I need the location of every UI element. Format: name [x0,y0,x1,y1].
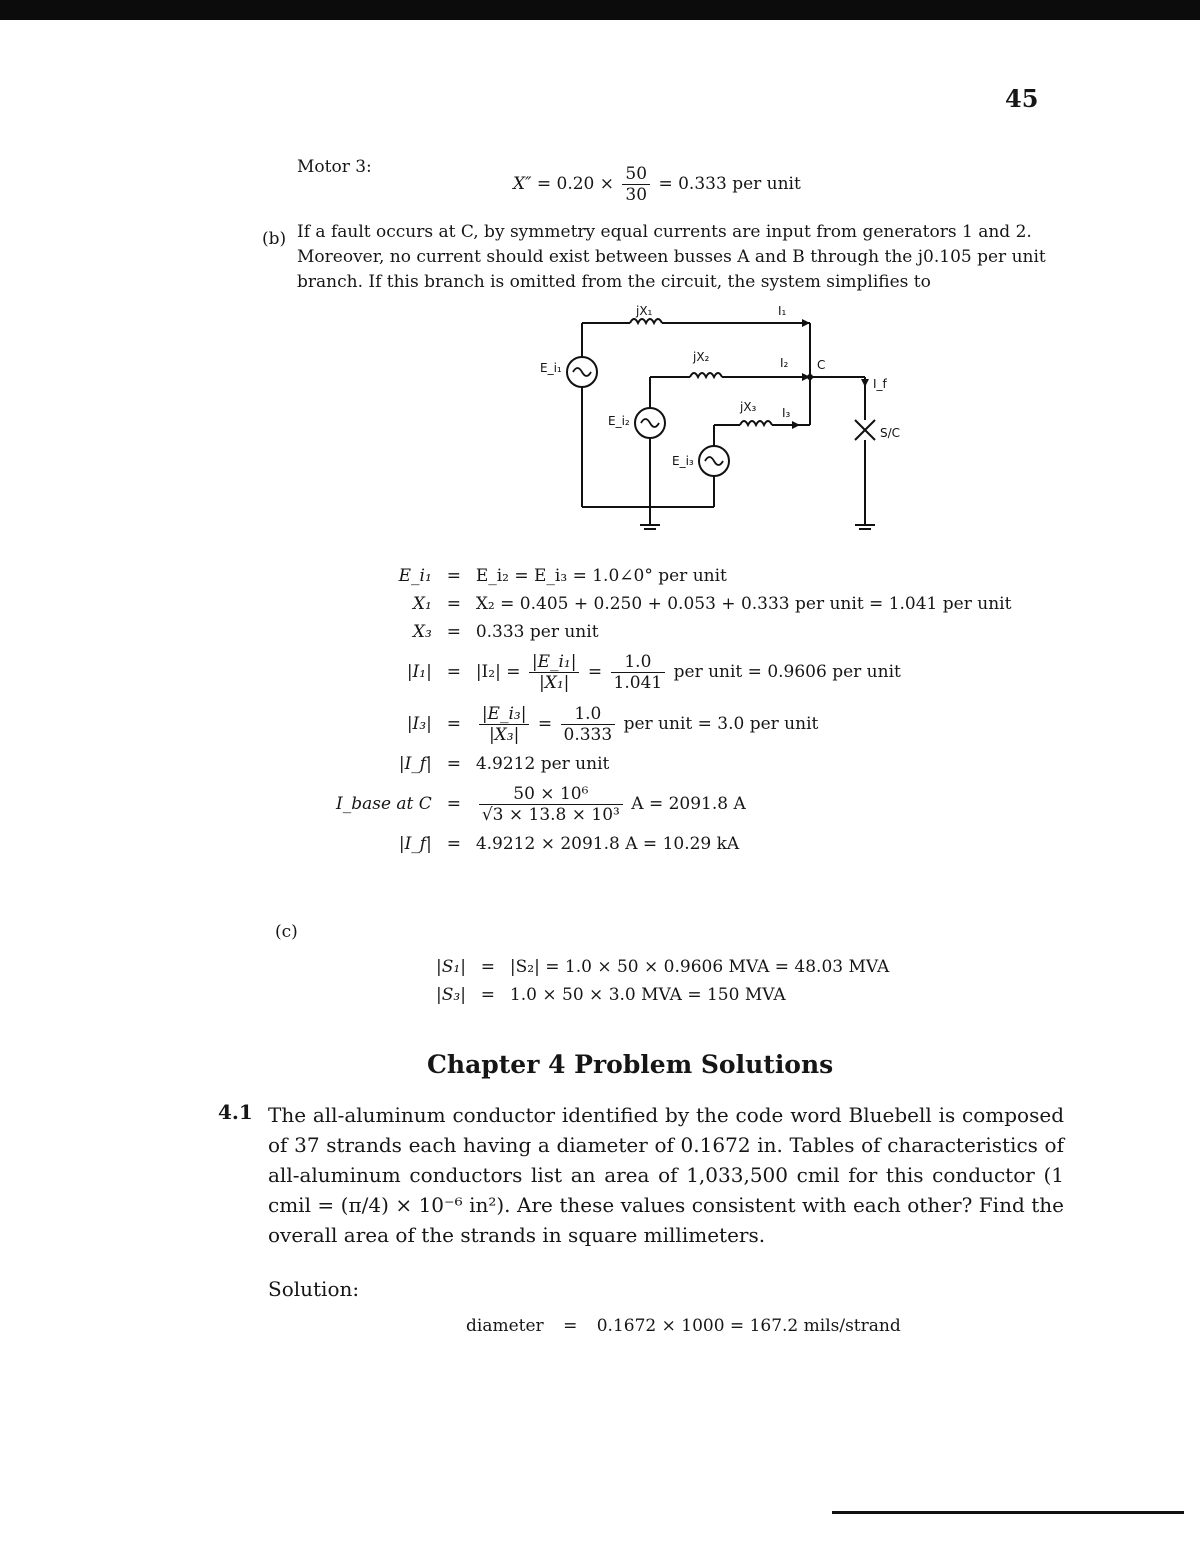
fraction-den: 1.041 [613,672,663,693]
eq-row [330,750,1017,778]
eq-rhs: 1.0 × 50 × 3.0 MVA = 150 MVA [509,985,786,1005]
fraction-num: 1.0 [561,704,616,725]
fraction-e-over-x3 [479,704,530,745]
eq-rhs: X₂ = 0.405 + 0.250 + 0.053 + 0.333 per unit = 1.041 per unit [475,594,1012,614]
eq-rhs: 0.333 per unit [475,622,599,642]
motor3-label: Motor 3: [297,157,372,177]
i1-result: per unit = 0.9606 per unit [673,661,901,682]
solution-eq: = [563,1316,578,1336]
eq-rhs [470,698,1018,750]
fraction-base-current [479,784,623,825]
part-c-equations [430,953,895,1009]
eq-row [430,953,895,981]
label-i3: I₃ [782,406,791,420]
eq-row [330,778,1017,830]
label-i1: I₁ [778,304,787,318]
eq-op: = [446,794,461,814]
part-b-marker: (b) [262,229,287,249]
eq-op: = [446,566,461,586]
eq-row [330,618,1017,646]
fraction-den: |X₁| [538,672,570,693]
fraction-values [611,652,666,693]
fraction-den: |X₃| [488,724,520,745]
part-b-line: branch. If this branch is omitted from the circuit, the system simplifies to [297,272,931,292]
label-e2: E_i₂ [608,414,630,428]
solution-equation [466,1316,901,1336]
part-b-line: If a fault occurs at C, by symmetry equal currents are input from generators 1 and 2. [297,222,1032,242]
eq-lhs: |I₁| [406,662,432,682]
label-if: I_f [873,377,887,391]
eq-rhs [470,778,1018,830]
eq-lhs: |S₃| [436,985,466,1005]
eq-op: = [446,662,461,682]
eq-lhs: X₃ [412,622,432,642]
motor3-eq: = [536,174,552,194]
eq-lhs: |I_f| [398,754,432,774]
eq-lhs: E_i₁ [398,566,432,586]
eq-row [330,830,1017,858]
i3-result: per unit = 3.0 per unit [623,713,819,734]
reactor-x1 [630,319,662,323]
fraction-num: 1.0 [611,652,666,673]
eq-row [330,590,1017,618]
eq-op: = [446,834,461,854]
top-scan-bar [0,0,1200,20]
eq-op: = [480,985,496,1005]
eq-row [330,646,1017,698]
label-e3: E_i₃ [672,454,694,468]
motor3-num: 50 [622,164,650,185]
bottom-rule [832,1511,1184,1514]
eq-op: = [446,754,461,774]
eq-row [430,981,895,1009]
fraction-num: 50 × 10⁶ [479,784,623,805]
problem-number: 4.1 [218,1100,253,1124]
ibase-result: A = 2091.8 A [631,793,746,814]
reactor-x3 [740,421,772,425]
chapter-heading: Chapter 4 Problem Solutions [427,1050,834,1079]
label-i2: I₂ [780,356,789,370]
fraction-values [561,704,616,745]
eq-op: = [446,594,461,614]
motor3-den: 30 [625,185,648,205]
solution-label: Solution: [268,1277,360,1301]
eq-rhs: E_i₂ = E_i₃ = 1.0∠0° per unit [475,566,727,586]
part-b-text [297,220,1046,295]
label-bus-c: C [817,358,826,372]
eq-rhs [470,646,1018,698]
eq-op: = [446,714,461,734]
eq-op: = [446,622,461,642]
problem-text: The all-aluminum conductor identified by the code word Bluebell is composed of 37 strands each having a diameter of 0.1672 in. Tables of characteristics of all-aluminum conductors list an area of 1,033,500 cmil for this conductor (1 cmil = (π/4) × 10⁻⁶ in²). Are these values consistent with each other? Find the overall area of the strands in square millimeters. [268,1103,1064,1247]
part-c-marker: (c) [275,922,298,942]
motor3-coef: 0.20 × [556,174,615,194]
eq-op: = [537,713,553,734]
eq-rhs: 4.9212 per unit [475,754,610,774]
motor3-fraction [622,164,650,205]
motor3-equation [513,164,801,205]
eq-row [330,698,1017,750]
part-b-line: Moreover, no current should exist between busses A and B through the j0.105 per unit [297,247,1046,267]
eq-lhs: |I₃| [406,714,432,734]
label-jx1: jX₁ [636,304,653,318]
label-sc: S/C [880,426,901,440]
motor3-rhs: = 0.333 per unit [658,174,801,194]
fraction-num: |E_i₁| [529,652,580,673]
eq-lhs: I_base at C [336,794,432,814]
label-jx3: jX₃ [740,400,757,414]
eq-lhs: X₁ [412,594,432,614]
fraction-num: |E_i₃| [479,704,530,725]
label-e1: E_i₁ [540,361,562,375]
circuit-diagram [530,295,930,545]
eq-rhs: 4.9212 × 2091.8 A = 10.29 kA [475,834,740,854]
reactor-x2 [690,373,722,377]
page-number: 45 [1005,84,1039,113]
solution-rhs: 0.1672 × 1000 = 167.2 mils/strand [596,1316,901,1336]
fraction-den: √3 × 13.8 × 10³ [481,804,620,825]
label-jx2: jX₂ [693,350,710,364]
eq-lhs: |S₁| [436,957,466,977]
fraction-den: 0.333 [563,724,613,745]
motor3-lhs: X″ [513,174,532,194]
part-b-equations [330,562,1017,858]
eq-lhs: |I_f| [398,834,432,854]
eq-op: = [480,957,496,977]
solution-lhs: diameter [466,1316,544,1336]
eq-rhs: |S₂| = 1.0 × 50 × 0.9606 MVA = 48.03 MVA [509,957,890,977]
fraction-e-over-x1 [529,652,580,693]
i2-equals: |I₂| = [475,661,521,682]
eq-op: = [587,661,603,682]
eq-row [330,562,1017,590]
